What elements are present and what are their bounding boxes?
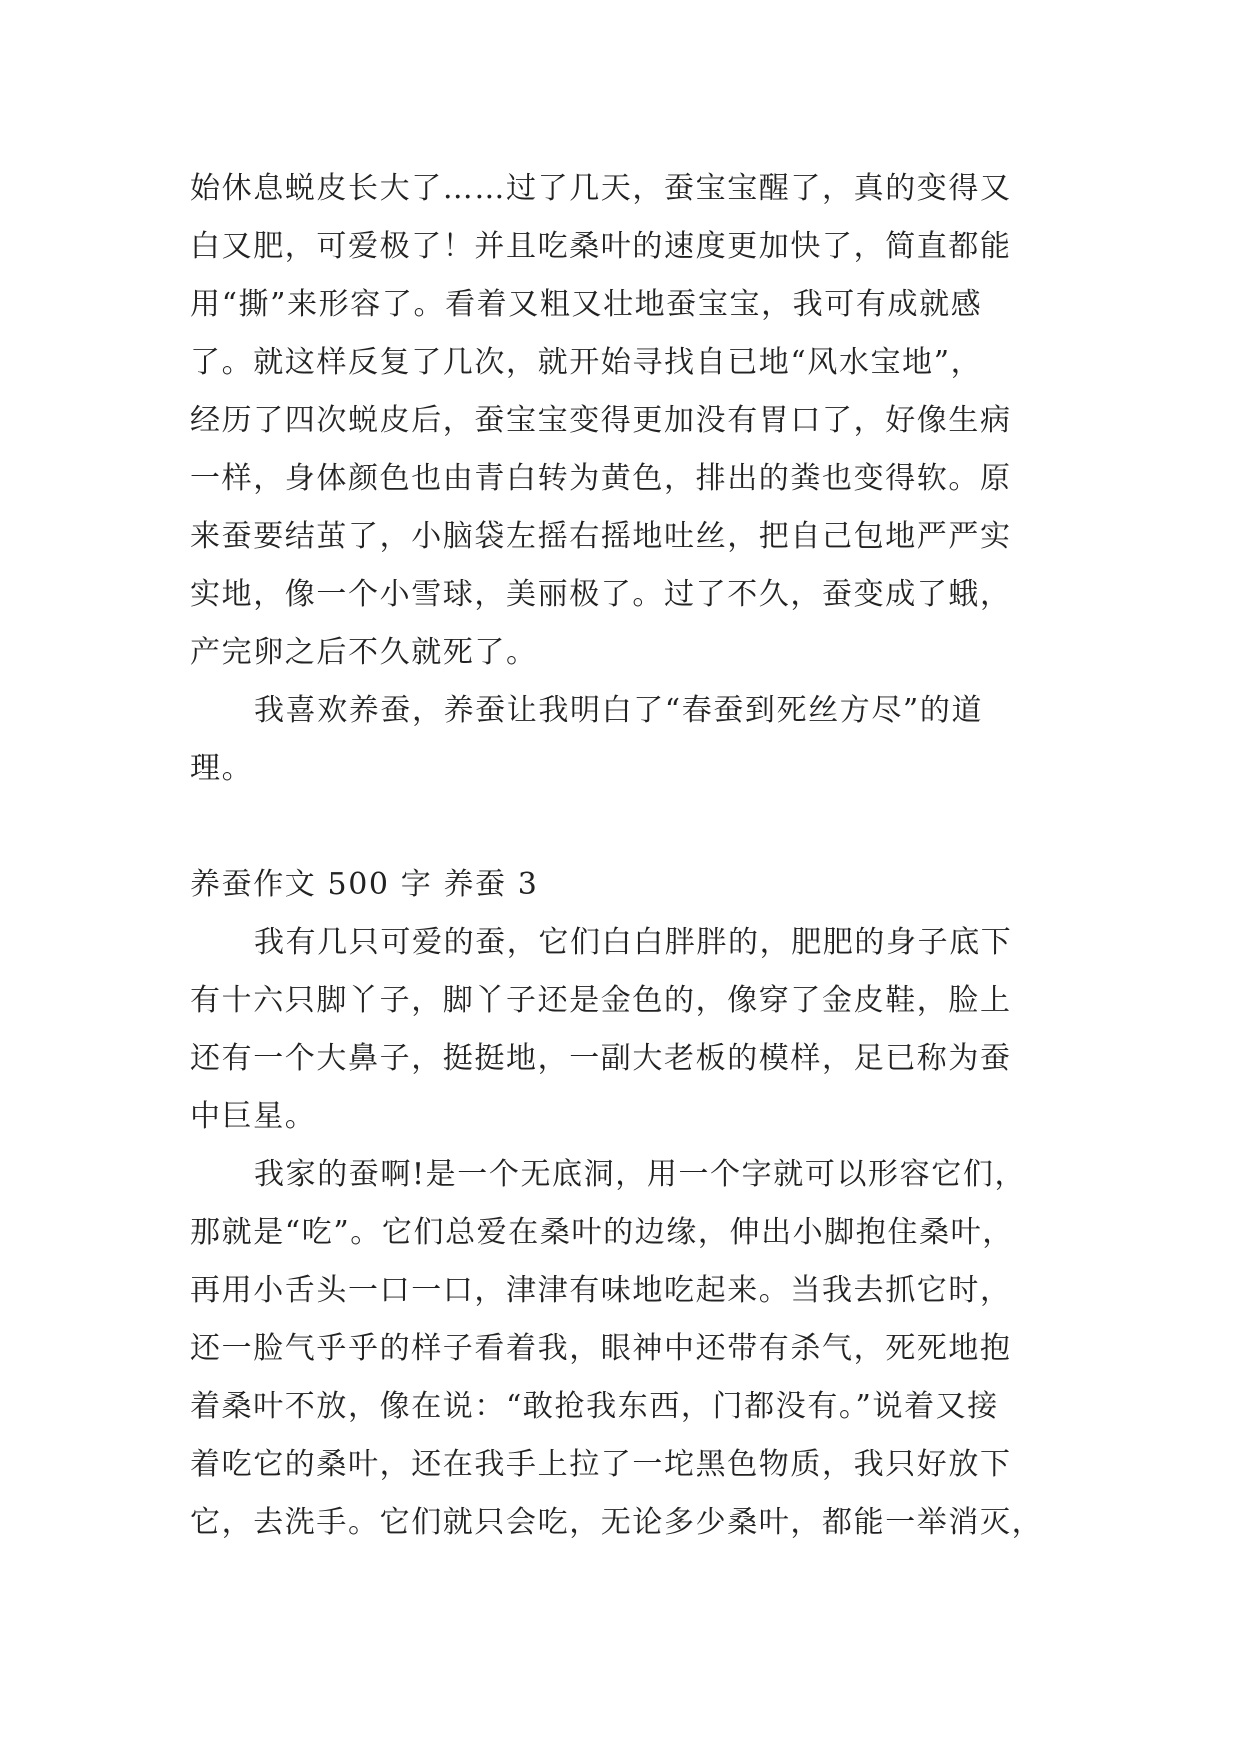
text-line: 一样，身体颜色也由青白转为黄色，排出的粪也变得软。原 (190, 461, 1012, 496)
text-line: 实地，像一个小雪球，美丽极了。过了不久，蚕变成了蛾， (190, 577, 1012, 612)
paragraph-continuation (190, 160, 1060, 682)
text-line: 我家的蚕啊!是一个无底洞，用一个字就可以形容它们， (254, 1157, 1027, 1192)
document-body (190, 160, 1060, 1552)
text-line: 产完卵之后不久就死了。 (190, 635, 538, 670)
text-line: 我有几只可爱的蚕，它们白白胖胖的，肥肥的身子底下 (254, 925, 1013, 960)
text-line: 着桑叶不放，像在说：“敢抢我东西，门都没有。”说着又接 (190, 1389, 999, 1424)
text-line: 再用小舌头一口一口，津津有味地吃起来。当我去抓它时， (190, 1273, 1012, 1308)
section-gap (190, 798, 1060, 856)
text-line: 还一脸气乎乎的样子看着我，眼神中还带有杀气，死死地抱 (190, 1331, 1012, 1366)
text-line: 理。 (190, 751, 254, 786)
paragraph-closing (190, 682, 1060, 798)
text-line: 着吃它的桑叶，还在我手上拉了一坨黑色物质，我只好放下 (190, 1447, 1012, 1482)
text-line: 我喜欢养蚕，养蚕让我明白了“春蚕到死丝方尽”的道 (254, 693, 984, 728)
text-line: 中巨星。 (190, 1099, 317, 1134)
text-line: 来蚕要结茧了，小脑袋左摇右摇地吐丝，把自己包地严严实 (190, 519, 1012, 554)
paragraph-1 (190, 914, 1060, 1146)
text-line: 还有一个大鼻子，挺挺地，一副大老板的模样，足已称为蚕 (190, 1041, 1012, 1076)
text-line: 始休息蜕皮长大了……过了几天，蚕宝宝醒了，真的变得又 (190, 171, 1012, 206)
section-title: 养蚕作文 500 字 养蚕 3 (190, 867, 539, 902)
text-line: 经历了四次蜕皮后，蚕宝宝变得更加没有胃口了，好像生病 (190, 403, 1012, 438)
text-line: 白又肥，可爱极了！并且吃桑叶的速度更加快了，简直都能 (190, 229, 1012, 264)
text-line: 用“撕”来形容了。看着又粗又壮地蚕宝宝，我可有成就感 (190, 287, 983, 322)
paragraph-2 (190, 1146, 1060, 1552)
text-line: 它，去洗手。它们就只会吃，无论多少桑叶，都能一举消灭， (190, 1505, 1044, 1540)
text-line: 那就是“吃”。它们总爱在桑叶的边缘，伸出小脚抱住桑叶， (190, 1215, 1014, 1250)
text-line: 有十六只脚丫子，脚丫子还是金色的，像穿了金皮鞋，脸上 (190, 983, 1012, 1018)
text-line: 了。就这样反复了几次，就开始寻找自已地“风水宝地”， (190, 345, 983, 380)
